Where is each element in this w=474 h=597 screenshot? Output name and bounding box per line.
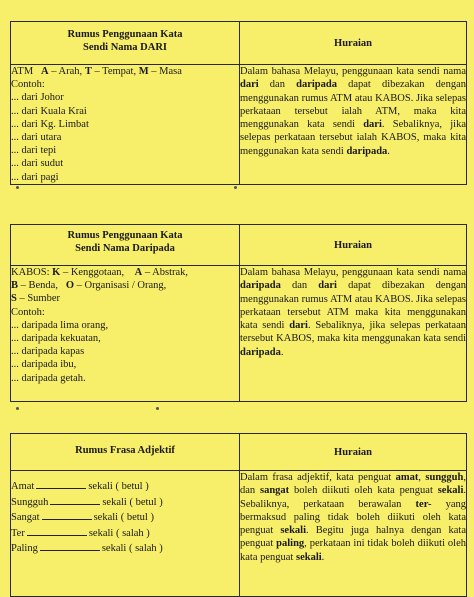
rumus-kabos-line3: S – Sumber bbox=[11, 293, 61, 305]
speck bbox=[234, 186, 237, 189]
speck bbox=[156, 407, 159, 410]
example-item: ... daripada kekuatan, bbox=[11, 333, 101, 345]
speck bbox=[16, 407, 19, 410]
header-left-line2: Sendi Nama Daripada bbox=[75, 243, 175, 254]
adjektif-row: Paling sekali ( salah ) bbox=[11, 543, 163, 554]
header-left-line1: Rumus Penggunaan Kata bbox=[67, 230, 183, 241]
table-frasa-adjektif bbox=[10, 433, 467, 597]
adjektif-row: Sangat sekali ( betul ) bbox=[11, 512, 154, 523]
example-item: ... dari Kuala Krai bbox=[11, 105, 87, 117]
example-item: ... dari Kg. Limbat bbox=[11, 118, 89, 130]
example-item: ... dari sudut bbox=[11, 158, 64, 170]
blank-line bbox=[36, 479, 86, 489]
blank-line bbox=[40, 541, 100, 551]
example-item: ... dari Johor bbox=[11, 92, 64, 104]
header-right: Huraian bbox=[240, 434, 467, 471]
example-item: ... daripada ibu, bbox=[11, 359, 77, 371]
table-dari bbox=[10, 21, 467, 185]
example-item: ... daripada getah. bbox=[11, 372, 86, 384]
example-item: ... daripada kapas bbox=[11, 346, 85, 358]
adjektif-row: Sungguh sekali ( betul ) bbox=[11, 496, 163, 508]
blank-line bbox=[50, 495, 100, 505]
blank-line bbox=[27, 526, 87, 536]
header-left bbox=[11, 22, 240, 65]
header-left-line1: Rumus Penggunaan Kata bbox=[67, 29, 183, 40]
huraian-cell: Dalam bahasa Melayu, penggunaan kata sendi nama dari dan daripada dapat dibezakan dengan menggunakan rumus ATM atau KABOS. Jika selepas perkataan tersebut ialah ATM, maka kita menggunakan kata sendi dari. Sebaliknya, jika selepas perkataan tersebut ialah KABOS, maka kita menggunakan kata sendi daripada. bbox=[240, 65, 467, 185]
header-right: Huraian bbox=[240, 225, 467, 266]
contoh-label: Contoh: bbox=[11, 306, 45, 318]
huraian-cell: Dalam frasa adjektif, kata penguat amat, sungguh, dan sangat boleh diikuti oleh kata penguat sekali. Sebaliknya, perkataan berawalan ter- yang bermaksud paling tidak boleh diikuti oleh kata penguat sekali. Begitu juga halnya dengan kata penguat paling, perkataan ini tidak boleh diikuti oleh kata penguat sekali. bbox=[240, 471, 467, 597]
header-left-line2: Sendi Nama DARI bbox=[82, 42, 167, 53]
adjektif-row: Ter sekali ( salah ) bbox=[11, 527, 150, 539]
rumus-atm-line: ATM A – Arah, T – Tempat, M – Masa bbox=[11, 66, 182, 77]
rumus-cell bbox=[11, 471, 240, 597]
example-item: ... daripada lima orang, bbox=[11, 319, 109, 331]
adjektif-row: Amat sekali ( betul ) bbox=[11, 481, 149, 492]
rumus-kabos-line1: KABOS: K – Kenggotaan, A – Abstrak, bbox=[11, 267, 189, 278]
rumus-kabos-line2: B – Benda, O – Organisasi / Orang, bbox=[11, 280, 167, 292]
rumus-cell bbox=[11, 266, 240, 402]
example-item: ... dari pagi bbox=[11, 171, 59, 183]
example-item: ... dari tepi bbox=[11, 145, 57, 157]
blank-line bbox=[42, 510, 92, 520]
example-item: ... dari utara bbox=[11, 132, 62, 144]
contoh-label: Contoh: bbox=[11, 79, 45, 91]
header-left bbox=[11, 225, 240, 266]
header-left: Rumus Frasa Adjektif bbox=[11, 434, 240, 471]
header-right: Huraian bbox=[240, 22, 467, 65]
rumus-cell bbox=[11, 65, 240, 185]
speck bbox=[16, 186, 19, 189]
huraian-cell: Dalam bahasa Melayu, penggunaan kata sendi nama daripada dan dari dapat dibezakan dengan menggunakan rumus ATM atau KABOS. Jika selepas perkataan tersebut ATM maka kita menggunakan kata sendi dari. Sebaliknya, jika selepas perkataan tersebut KABOS, maka kita menggunakan kata sendi daripada. bbox=[240, 266, 467, 402]
table-daripada bbox=[10, 224, 467, 402]
